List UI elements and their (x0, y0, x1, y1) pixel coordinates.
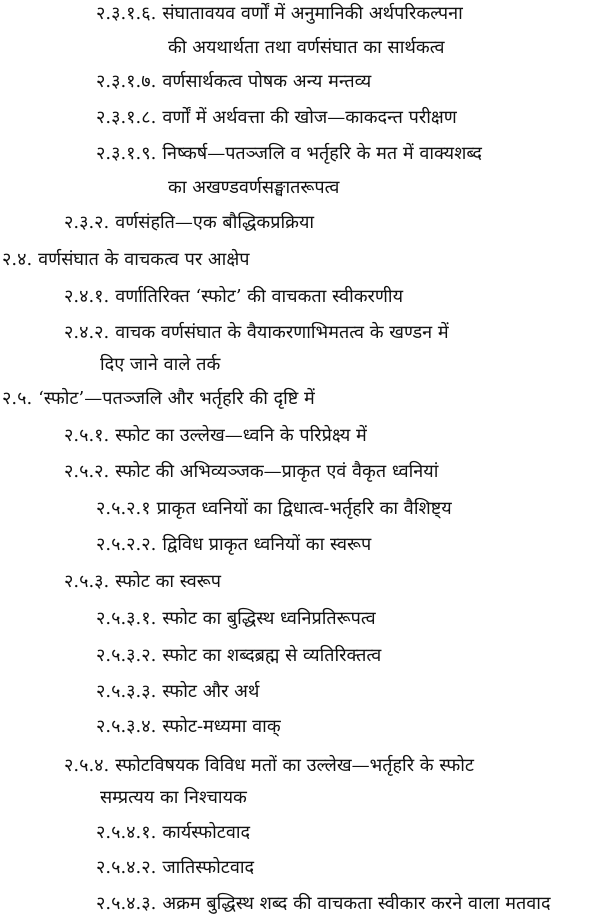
entry-title: अक्रम बुद्धिस्थ शब्द की वाचकता स्वीकार करने वाला मतवाद (162, 893, 551, 914)
toc-entry-2-5-4-3 (96, 892, 551, 916)
entry-title: ‘स्फोट’—पतञ्जलि और भर्तृहरि की दृष्टि में (38, 388, 315, 409)
entry-title: जातिस्फोटवाद (162, 857, 255, 878)
entry-continuation: सम्प्रत्यय का निश्चायक (100, 787, 247, 808)
entry-title: द्विविध प्राकृत ध्वनियों का स्वरूप (162, 534, 372, 555)
entry-number: २.५.३.२. (96, 645, 157, 666)
toc-entry-2-5-3-1 (96, 607, 376, 631)
entry-continuation: दिए जाने वाले तर्क (100, 354, 221, 375)
entry-title: वर्णसंघात के वाचकत्व पर आक्षेप (38, 249, 250, 270)
toc-entry-2-5-4-1 (96, 821, 250, 845)
entry-title: कार्यस्फोटवाद (162, 822, 251, 843)
entry-title: स्फोट का उल्लेख—ध्वनि के परिप्रेक्ष्य में (115, 425, 367, 446)
entry-title: प्राकृत ध्वनियों का द्विधात्व-भर्तृहरि का वैशिष्ट्य (156, 498, 452, 519)
entry-number: २.५.२. (64, 461, 110, 482)
entry-title: वर्णसंहति—एक बौद्धिकप्रक्रिया (115, 212, 315, 233)
entry-title: वर्णातिरिक्त ‘स्फोट’ की वाचकता स्वीकरणीय (115, 286, 404, 307)
entry-number: २.३.१.७. (96, 71, 157, 92)
entry-number: २.५.३. (64, 571, 110, 592)
toc-entry-2-5-2 (64, 460, 438, 484)
toc-entry-2-4-1 (64, 285, 403, 309)
entry-title: स्फोटविषयक विविध मतों का उल्लेख—भर्तृहरि के स्फोट (115, 755, 474, 776)
entry-number: २.४.२. (64, 322, 110, 343)
toc-entry-2-5-4-2 (96, 856, 254, 880)
entry-title: वर्णों में अर्थवत्ता की खोज—काकदन्त परीक्षण (162, 107, 457, 128)
entry-number: २.३.१.६. (96, 3, 157, 24)
entry-number: २.५. (2, 388, 33, 409)
toc-entry-2-5-3 (64, 570, 221, 594)
entry-title: वाचक वर्णसंघात के वैयाकरणाभिमतत्व के खण्डन में (115, 322, 449, 343)
toc-entry-2-3-1-9 (96, 142, 482, 166)
entry-number: २.५.३.४. (96, 716, 157, 737)
entry-title: निष्कर्ष—पतञ्जलि व भर्तृहरि के मत में वाक्यशब्द (162, 143, 482, 164)
entry-number: २.५.४.२. (96, 857, 157, 878)
toc-entry-2-4-2 (64, 321, 449, 345)
toc-entry-2-3-1-8 (96, 106, 457, 130)
entry-number: २.५.२.१ (96, 498, 151, 519)
entry-title: संघातावयव वर्णों में अनुमानिकी अर्थपरिकल्पना (162, 3, 463, 24)
entry-number: २.५.४.१. (96, 822, 157, 843)
toc-entry-2-5 (2, 387, 315, 411)
entry-continuation: का अखण्डवर्णसङ्घातरूपत्व (168, 177, 340, 198)
entry-number: २.३.१.९. (96, 143, 157, 164)
entry-title: स्फोट का स्वरूप (115, 571, 222, 592)
entry-number: २.४.१. (64, 286, 110, 307)
toc-entry-2-3-1-6 (96, 2, 463, 26)
entry-number: २.५.४.३. (96, 893, 157, 914)
entry-number: २.५.३.३. (96, 681, 157, 702)
toc-entry-2-5-3-4 (96, 715, 281, 739)
entry-number: २.३.२. (64, 212, 110, 233)
entry-number: २.५.३.१. (96, 608, 157, 629)
entry-number: २.५.४. (64, 755, 110, 776)
toc-entry-2-5-2-2 (96, 533, 371, 557)
entry-title: स्फोट का बुद्धिस्थ ध्वनिप्रतिरूपत्व (162, 608, 376, 629)
entry-title: स्फोट और अर्थ (162, 681, 260, 702)
entry-title: स्फोट की अभिव्यञ्जक—प्राकृत एवं वैकृत ध्वनियां (115, 461, 439, 482)
entry-number: २.५.२.२. (96, 534, 157, 555)
toc-entry-2-3-2 (64, 211, 314, 235)
entry-number: २.५.१. (64, 425, 110, 446)
entry-title: स्फोट-मध्यमा वाक् (162, 716, 281, 737)
toc-entry-2-5-2-1 (96, 497, 452, 521)
toc-entry-2-5-4 (64, 754, 474, 778)
toc-entry-2-5-1 (64, 424, 367, 448)
toc-entry-2-3-1-7 (96, 70, 371, 94)
entry-continuation: की अयथार्थता तथा वर्णसंघात का सार्थकत्व (168, 37, 445, 58)
entry-title: स्फोट का शब्दब्रह्म से व्यतिरिक्तत्व (162, 645, 382, 666)
toc-entry-2-5-3-2 (96, 644, 381, 668)
toc-entry-2-4 (2, 248, 249, 272)
entry-number: २.४. (2, 249, 33, 270)
toc-entry-2-5-3-3 (96, 680, 259, 704)
entry-number: २.३.१.८. (96, 107, 157, 128)
entry-title: वर्णसार्थकत्व पोषक अन्य मन्तव्य (162, 71, 372, 92)
